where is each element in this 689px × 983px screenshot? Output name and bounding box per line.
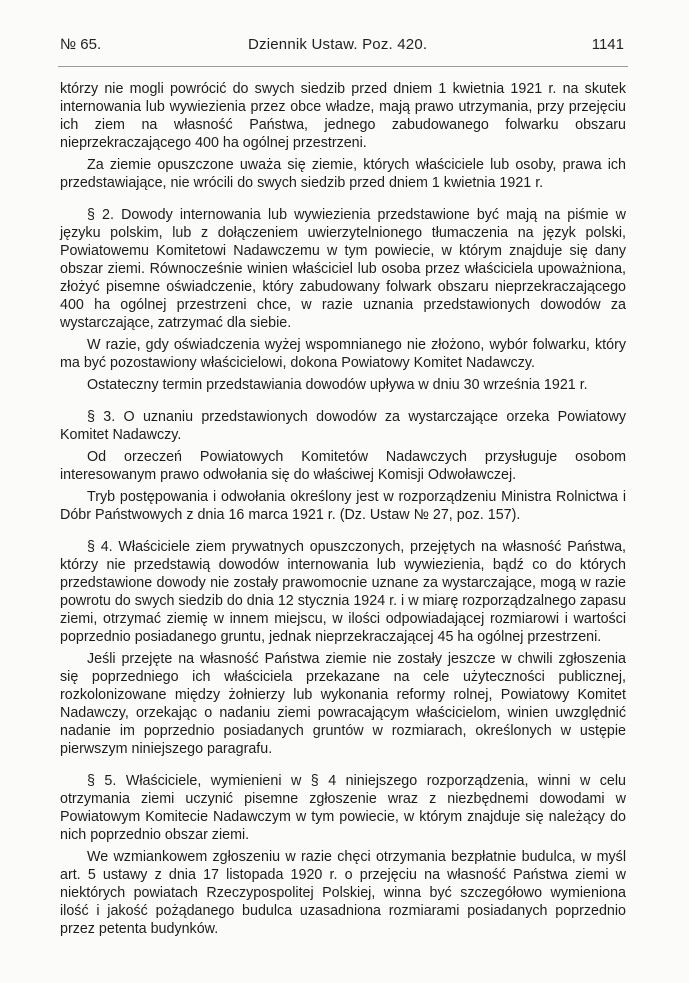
section-4-paragraph: § 4. Właściciele ziem prywatnych opuszczonych, przejętych na własność Państwa, którzy nie przedstawią dowodów internowania lub wywiezienia, bądź co do których przedstawione dowody nie zostały prawomocnie uznane za wystarczające, mogą w razie powrotu do swych siedzib do dnia 12 stycznia 1924 r. i w miarę rozporządzalnego zapasu ziemi, otrzymać ziemię w innem miejscu, w ilości odpowiadającej rozmiarowi i wartości poprzednio posiadanego gruntu, jednak nieprzekraczającej 45 ha ogólnej przestrzeni. [60,539,626,645]
document-body [60,80,626,942]
paragraph-12: We wzmiankowem zgłoszeniu w razie chęci otrzymania bezpłatnie budulca, w myśl art. 5 ustawy z dnia 17 listopada 1920 r. o przejęciu na własność Państwa ziemi w niektórych powiatach Rzeczypospolitej Polskiej, winna być szczegółowo wymieniona ilość i jakość pożądanego budulca uzasadniona rozmiarami posiadanych poprzednio przez petenta budynków. [60,849,626,937]
section-3-paragraph: § 3. O uznaniu przedstawionych dowodów za wystarczające orzeka Powiatowy Komitet Nadawczy. [60,409,626,443]
paragraph-2: Za ziemie opuszczone uważa się ziemie, których właściciele lub osoby, prawa ich przedstawiające, nie wrócili do swych siedzib przed dniem 1 kwietnia 1921 r. [60,157,626,191]
paragraph-1: którzy nie mogli powrócić do swych siedzib przed dniem 1 kwietnia 1921 r. na skutek internowania lub wywiezienia przez obce władze, mają prawo utrzymania, przy przejęciu ich ziem na własność Państwa, jednego zabudowanego folwarku obszaru nieprzekraczającego 400 ha ogólnej przestrzeni. [60,81,626,151]
journal-title: Dziennik Ustaw. Poz. 420. [248,36,428,53]
page-number: 1141 [591,36,624,53]
page-header [60,36,626,60]
paragraph-5: Ostateczny termin przedstawiania dowodów upływa w dniu 30 września 1921 r. [87,377,588,393]
section-2-paragraph: § 2. Dowody internowania lub wywiezienia przedstawione być mają na piśmie w języku polskim, lub z dołączeniem uwierzytelnionego tłumaczenia na język polski, Powiatowemu Komitetowi Nadawczemu w tym powiecie, w którym znajduje się dany obszar ziemi. Równocześnie winien właściciel lub osoba przez właściciela upoważniona, złożyć pisemne oświadczenie, który zabudowany folwark obszaru nieprzekraczającego 400 ha ogólnej przestrzeni chce, w razie uznania przedstawionych dowodów za wystarczające, zatrzymać dla siebie. [60,207,626,331]
section-5-paragraph: § 5. Właściciele, wymienieni w § 4 niniejszego rozporządzenia, winni w celu otrzymania ziemi uczynić pisemne zgłoszenie wraz z niezbędnemi dowodami w Powiatowym Komitecie Nadawczym w tym powiecie, w którym znajduje się należący do nich poprzednio obszar ziemi. [60,773,626,843]
paragraph-7: Od orzeczeń Powiatowych Komitetów Nadawczych przysługuje osobom interesowanym prawo odwołania się do właściwej Komisji Odwoławczej. [60,449,626,483]
issue-number: № 65. [60,36,102,53]
paragraph-8: Tryb postępowania i odwołania określony jest w rozporządzeniu Ministra Rolnictwa i Dóbr Państwowych z dnia 16 marca 1921 r. (Dz. Ustaw № 27, poz. 157). [60,489,626,523]
paragraph-10: Jeśli przejęte na własność Państwa ziemie nie zostały jeszcze w chwili zgłoszenia się poprzedniego ich właściciela przekazane na cele użyteczności publicznej, rozkolonizowane między żołnierzy lub wykonania reformy rolnej, Powiatowy Komitet Nadawczy, orzekając o nadaniu ziemi powracającym właścicielom, winien uwzględnić nadanie im poprzednio posiadanych gruntów w rozmiarach, określonych w ustępie pierwszym niniejszego paragrafu. [60,651,626,757]
header-rule [58,66,628,67]
paragraph-4: W razie, gdy oświadczenia wyżej wspomnianego nie złożono, wybór folwarku, który ma być pozostawiony właścicielowi, dokona Powiatowy Komitet Nadawczy. [60,337,626,371]
